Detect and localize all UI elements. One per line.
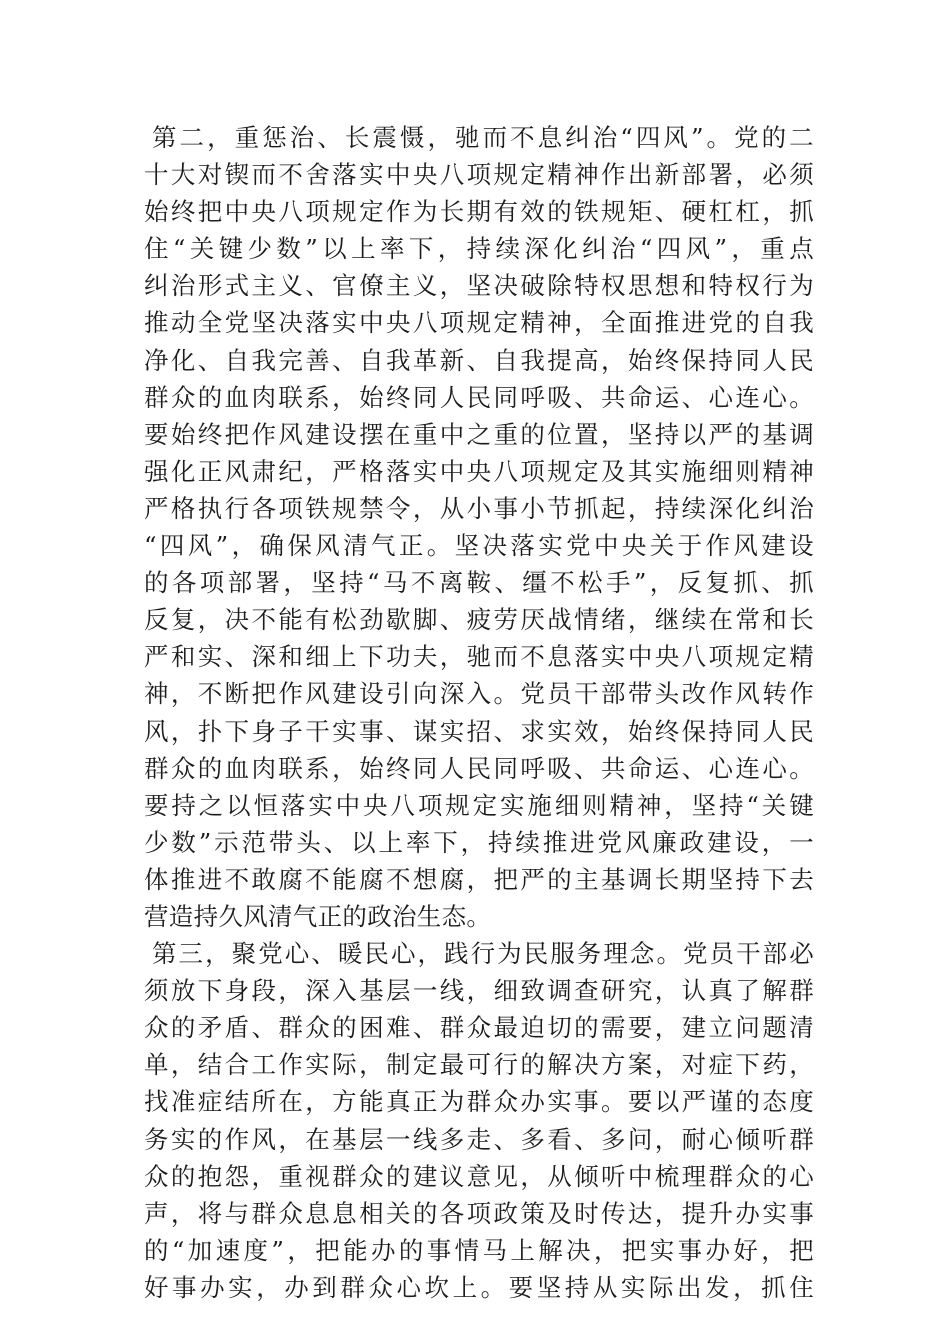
paragraph-2-line: 第二，重惩治、长震慑，驰而不息纠治“四风”。党的二 — [152, 123, 814, 152]
document-body — [144, 119, 814, 1306]
paragraph-2-line: 纠治形式主义、官僚主义，坚决破除特权思想和特权行为 — [144, 271, 814, 301]
paragraph-2-line: 强化正风肃纪，严格落实中央八项规定及其实施细则精神 — [144, 456, 814, 486]
paragraph-2-line: 要始终把作风建设摆在重中之重的位置，坚持以严的基调 — [144, 419, 814, 449]
paragraph-2-line: 严和实、深和细上下功夫，驰而不息落实中央八项规定精 — [144, 642, 814, 672]
paragraph-2-line: 十大对锲而不舍落实中央八项规定精神作出新部署，必须 — [144, 160, 814, 190]
paragraph-3-line: 众的矛盾、群众的困难、群众最迫切的需要，建立问题清 — [144, 1013, 814, 1043]
paragraph-3-line: 声，将与群众息息相关的各项政策及时传达，提升办实事 — [144, 1198, 814, 1228]
paragraph-3-line: 的“加速度”，把能办的事情马上解决，把实事办好，把 — [144, 1235, 814, 1265]
paragraph-3-line: 须放下身段，深入基层一线，细致调查研究，认真了解群 — [144, 976, 814, 1006]
paragraph-2-line: 神，不断把作风建设引向深入。党员干部带头改作风转作 — [144, 679, 814, 709]
paragraph-2-line: 要持之以恒落实中央八项规定实施细则精神，坚持“关键 — [144, 790, 814, 820]
paragraph-3-line: 务实的作风，在基层一线多走、多看、多问，耐心倾听群 — [144, 1124, 814, 1154]
paragraph-2-line: 净化、自我完善、自我革新、自我提高，始终保持同人民 — [144, 345, 814, 375]
paragraph-3-line: 单，结合工作实际，制定最可行的解决方案，对症下药， — [144, 1050, 814, 1080]
paragraph-2-line: 群众的血肉联系，始终同人民同呼吸、共命运、心连心。 — [144, 382, 814, 412]
paragraph-2-line: 体推进不敢腐不能腐不想腐，把严的主基调长期坚持下去 — [144, 864, 814, 894]
paragraph-2-line: 推动全党坚决落实中央八项规定精神，全面推进党的自我 — [144, 308, 814, 338]
paragraph-2-line: 风，扑下身子干实事、谋实招、求实效，始终保持同人民 — [144, 716, 814, 746]
paragraph-2-line: 始终把中央八项规定作为长期有效的铁规矩、硬杠杠，抓 — [144, 197, 814, 227]
paragraph-2-line: “四风”，确保风清气正。坚决落实党中央关于作风建设 — [144, 531, 814, 561]
paragraph-2-line: 反复，决不能有松劲歇脚、疲劳厌战情绪，继续在常和长 — [144, 605, 814, 635]
paragraph-2-line: 严格执行各项铁规禁令，从小事小节抓起，持续深化纠治 — [144, 493, 814, 523]
paragraph-2-line: 少数”示范带头、以上率下，持续推进党风廉政建设，一 — [144, 827, 814, 857]
paragraph-2-line: 住“关键少数”以上率下，持续深化纠治“四风”，重点 — [144, 234, 814, 264]
paragraph-2-line: 群众的血肉联系，始终同人民同呼吸、共命运、心连心。 — [144, 753, 814, 783]
paragraph-2-line: 营造持久风清气正的政治生态。 — [144, 901, 492, 931]
paragraph-2-line: 的各项部署，坚持“马不离鞍、缰不松手”，反复抓、抓 — [144, 568, 814, 598]
paragraph-3-line: 第三，聚党心、暖民心，践行为民服务理念。党员干部必 — [152, 939, 814, 969]
paragraph-3-line: 好事办实，办到群众心坎上。要坚持从实际出发，抓住 — [144, 1272, 814, 1302]
paragraph-3-line: 找准症结所在，方能真正为群众办实事。要以严谨的态度 — [144, 1087, 814, 1117]
paragraph-3-line: 众的抱怨，重视群众的建议意见，从倾听中梳理群众的心 — [144, 1161, 814, 1191]
